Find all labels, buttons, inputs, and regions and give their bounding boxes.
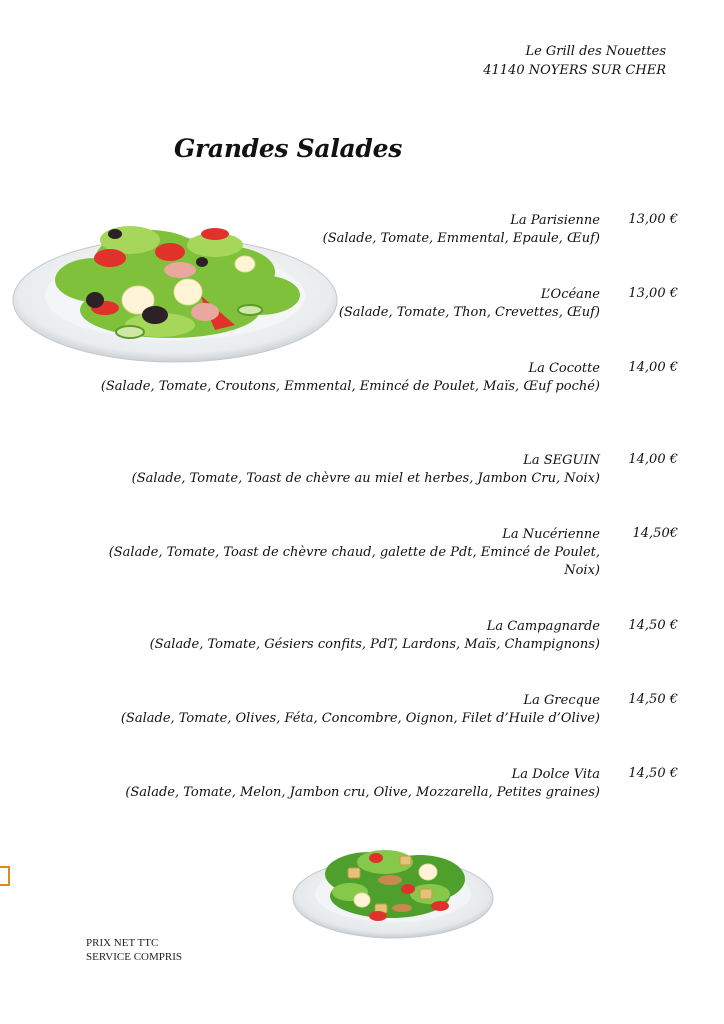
- menu-item: [40, 452, 600, 488]
- menu-item: [40, 286, 600, 322]
- menu-item-description: (Salade, Tomate, Gésiers confits, PdT, Lardons, Maïs, Champignons): [149, 637, 600, 652]
- menu-item: [40, 766, 600, 802]
- menu-item-price: 14,50 €: [628, 618, 678, 633]
- menu-item-name: La Parisienne: [510, 213, 600, 228]
- menu-item: [70, 526, 600, 580]
- page-edge-marker: [0, 866, 10, 886]
- menu-item-description: (Salade, Tomate, Croutons, Emmental, Emincé de Poulet, Maïs, Œuf poché): [100, 379, 600, 394]
- page-title: Grandes Salades: [174, 134, 402, 163]
- menu-item-name: La Nucérienne: [502, 527, 600, 542]
- menu-item-price: 13,00 €: [628, 286, 678, 301]
- menu-item-price: 14,00 €: [628, 360, 678, 375]
- menu-item-description: (Salade, Tomate, Thon, Crevettes, Œuf): [338, 305, 600, 320]
- restaurant-header: [483, 42, 666, 80]
- menu-item-description: (Salade, Tomate, Toast de chèvre au miel et herbes, Jambon Cru, Noix): [131, 471, 600, 486]
- menu-item: [60, 360, 600, 396]
- menu-item-price: 14,50 €: [628, 692, 678, 707]
- caesar-salad-plate-icon: [290, 834, 496, 942]
- menu-item-name: La Dolce Vita: [511, 767, 600, 782]
- menu-item-name: La Cocotte: [528, 361, 600, 376]
- menu-item-name: La Campagnarde: [486, 619, 600, 634]
- menu-item-price: 14,50€: [632, 526, 678, 541]
- restaurant-name: Le Grill des Nouettes: [525, 44, 666, 59]
- menu-item-description: (Salade, Tomate, Melon, Jambon cru, Olive, Mozzarella, Petites graines): [125, 785, 600, 800]
- menu-item-description: (Salade, Tomate, Toast de chèvre chaud, galette de Pdt, Emincé de Poulet, Noix): [108, 545, 600, 578]
- menu-item-name: L’Océane: [540, 287, 600, 302]
- menu-item-description: (Salade, Tomate, Olives, Féta, Concombre, Oignon, Filet d’Huile d’Olive): [120, 711, 600, 726]
- menu-item-price: 13,00 €: [628, 212, 678, 227]
- menu-item-price: 14,00 €: [628, 452, 678, 467]
- menu-item-description: (Salade, Tomate, Emmental, Epaule, Œuf): [322, 231, 600, 246]
- menu-item-name: La SEGUIN: [523, 453, 600, 468]
- menu-item: [40, 212, 600, 248]
- menu-item: [40, 692, 600, 728]
- menu-item: [40, 618, 600, 654]
- price-note: [86, 936, 182, 964]
- menu-item-name: La Grecque: [523, 693, 600, 708]
- price-note-line-2: SERVICE COMPRIS: [86, 951, 183, 963]
- price-note-line-1: PRIX NET TTC: [86, 937, 159, 949]
- restaurant-address: 41140 NOYERS SUR CHER: [483, 63, 666, 78]
- menu-item-price: 14,50 €: [628, 766, 678, 781]
